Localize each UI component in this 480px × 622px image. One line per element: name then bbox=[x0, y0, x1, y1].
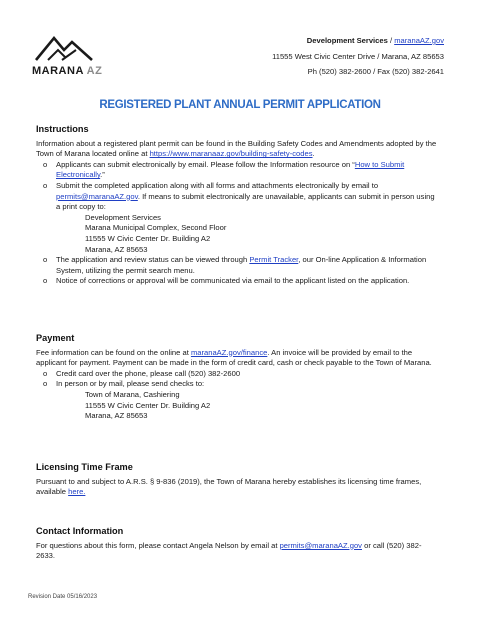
header-contact: Development Services / maranaAZ.gov 11555 West Civic Center Drive / Marana, AZ 85653 Ph (520) 382-2600 / Fax (520) 382-2641 bbox=[272, 33, 444, 80]
contact-heading: Contact Information bbox=[36, 526, 124, 536]
instructions-section bbox=[36, 124, 440, 287]
licensing-text: Pursuant to and subject to A.R.S. § 9-836 (2019), the Town of Marana hereby establishes its licensing time frames, available here. bbox=[36, 476, 422, 497]
list-item: o Applicants can submit electronically by email. Please follow the Information resource on “How to Submit Electronically.” bbox=[43, 159, 405, 180]
finance-link[interactable]: maranaAZ.gov/finance bbox=[190, 347, 268, 357]
list-item: o Credit card over the phone, please call (520) 382-2600 bbox=[43, 368, 241, 378]
payment-section bbox=[36, 333, 440, 422]
licensing-heading: Licensing Time Frame bbox=[36, 462, 133, 472]
licensing-here-link[interactable]: here. bbox=[68, 487, 86, 497]
payment-heading: Payment bbox=[36, 333, 75, 343]
instructions-heading: Instructions bbox=[36, 124, 89, 134]
contact-text: For questions about this form, please contact Angela Nelson by email at permits@maranaAZ.gov or call (520) 382-2633. bbox=[36, 540, 422, 561]
how-to-submit-link[interactable]: How to Submit Electronically bbox=[56, 159, 405, 180]
building-codes-link[interactable]: https://www.maranaaz.gov/building-safety-codes bbox=[149, 149, 313, 159]
list-item: o In person or by mail, please send checks to: bbox=[43, 379, 205, 389]
list-item: o Notice of corrections or approval will be communicated via email to the applicant listed on the application. bbox=[43, 276, 410, 286]
org-name: Development Services bbox=[306, 36, 388, 45]
logo-wordmark: MARANA AZ bbox=[32, 65, 103, 77]
website-link[interactable]: maranaAZ.gov bbox=[394, 36, 444, 45]
list-item: o The application and review status can be viewed through Permit Tracker, our On-line Application & Information System, utilizing the permit search menu. bbox=[43, 255, 427, 275]
mailing-address: Development Services Marana Municipal Complex, Second Floor 11555 W Civic Center Dr. Building A2 Marana, AZ 85653 bbox=[85, 212, 227, 254]
permits-email-link[interactable]: permits@maranaAZ.gov bbox=[56, 191, 138, 201]
contact-email-link[interactable]: permits@maranaAZ.gov bbox=[279, 540, 362, 550]
cashiering-address: Town of Marana, Cashiering 11555 W Civic Center Dr. Building A2 Marana, AZ 85653 bbox=[85, 389, 211, 421]
instructions-intro: Information about a registered plant permit can be found in the Building Safety Codes and Amendments adopted by the Town of Marana located online at https://www.maranaaz.gov/building-safety-codes. bbox=[36, 138, 437, 159]
payment-intro: Fee information can be found on the online at maranaAZ.gov/finance. An invoice will be provided by email to the applicant for payment. Payment can be made in the form of credit card, cash or check payable to the Town of Marana. bbox=[36, 347, 432, 368]
page-title: REGISTERED PLANT ANNUAL PERMIT APPLICATION bbox=[99, 99, 381, 111]
licensing-section bbox=[36, 462, 440, 498]
contact-section bbox=[36, 526, 440, 562]
header-address: 11555 West Civic Center Drive / Marana, AZ 85653 bbox=[272, 51, 444, 61]
permit-tracker-link[interactable]: Permit Tracker bbox=[249, 255, 299, 265]
header-phone: Ph (520) 382-2600 / Fax (520) 382-2641 bbox=[307, 67, 444, 76]
list-item: o Submit the completed application along with all forms and attachments electronically by email to permits@maranaAZ.gov. If means to submit electronically are unavailable, applicants can submit in person using a print copy to: bbox=[43, 180, 435, 212]
revision-date: Revision Date 05/16/2023 bbox=[28, 594, 98, 600]
